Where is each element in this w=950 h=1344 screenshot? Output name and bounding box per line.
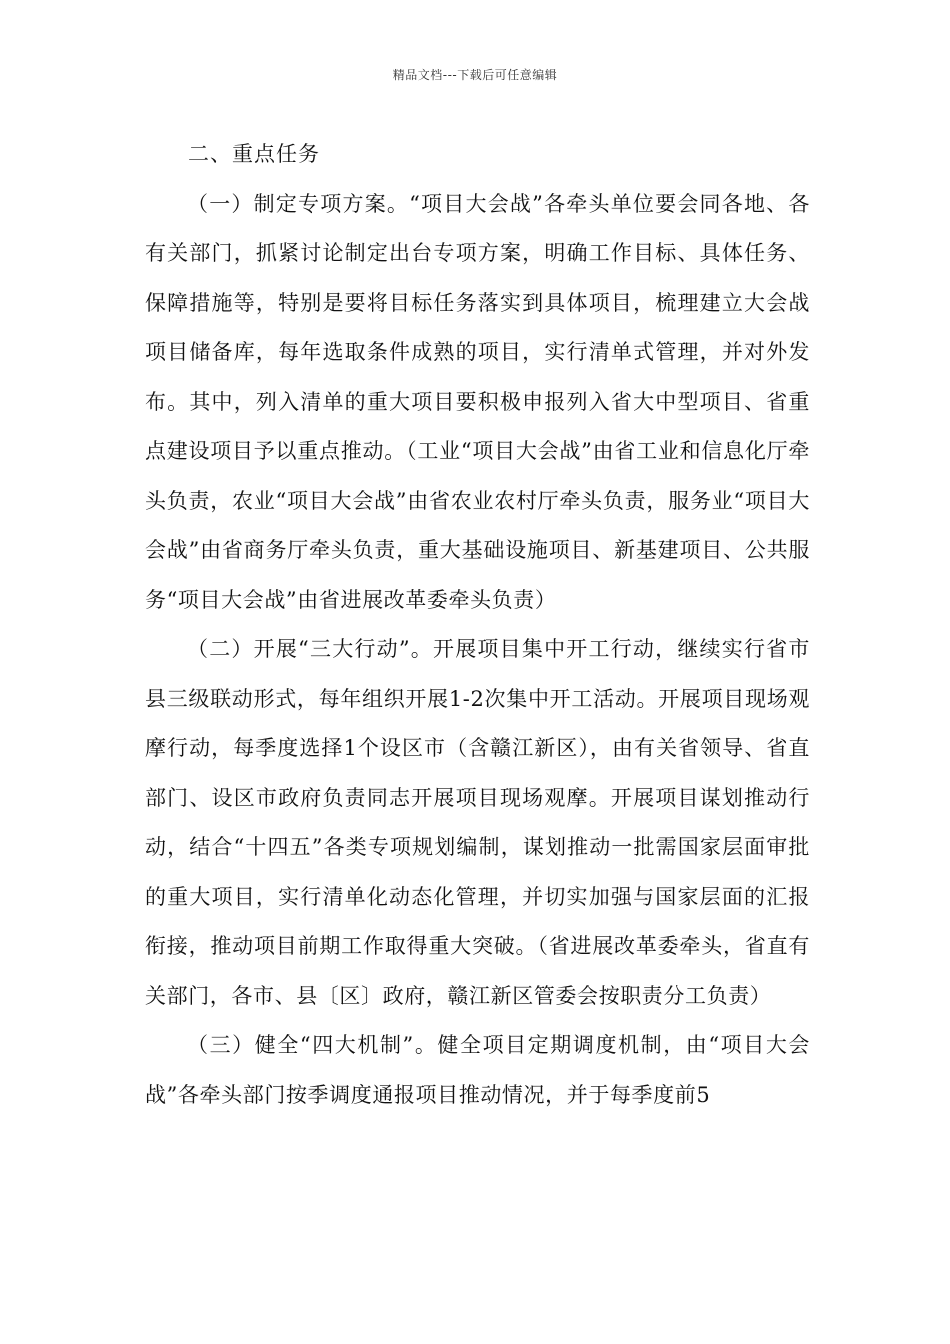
document-body [145, 130, 810, 1120]
section-heading: 二、重点任务 [188, 142, 320, 166]
page-header: 精品文档---下载后可任意编辑 [392, 68, 558, 82]
paragraph-1: （一）制定专项方案。“项目大会战”各牵头单位要会同各地、各有关部门，抓紧讨论制定出台专项方案，明确工作目标、具体任务、保障措施等，特别是要将目标任务落实到具体项目，梳理建立大会战项目储备库，每年选取条件成熟的项目，实行清单式管理，并对外发布。其中，列入清单的重大项目要积极申报列入省大中型项目、省重点建设项目予以重点推动。（工业“项目大会战”由省工业和信息化厅牵头负责，农业“项目大会战”由省农业农村厅牵头负责，服务业“项目大会战”由省商务厅牵头负责，重大基础设施项目、新基建项目、公共服务“项目大会战”由省进展改革委牵头负责） [145, 191, 810, 612]
paragraph-2: （二）开展“三大行动”。开展项目集中开工行动，继续实行省市县三级联动形式，每年组织开展1-2次集中开工活动。开展项目现场观摩行动，每季度选择1个设区市（含赣江新区），由有关省领导、省直部门、设区市政府负责同志开展项目现场观摩。开展项目谋划推动行动，结合“十四五”各类专项规划编制，谋划推动一批需国家层面审批的重大项目，实行清单化动态化管理，并切实加强与国家层面的汇报衔接，推动项目前期工作取得重大突破。（省进展改革委牵头，省直有关部门，各市、县〔区〕政府，赣江新区管委会按职责分工负责） [145, 637, 810, 1008]
paragraph-3: （三）健全“四大机制”。健全项目定期调度机制，由“项目大会战”各牵头部门按季调度通报项目推动情况，并于每季度前5 [145, 1033, 810, 1107]
